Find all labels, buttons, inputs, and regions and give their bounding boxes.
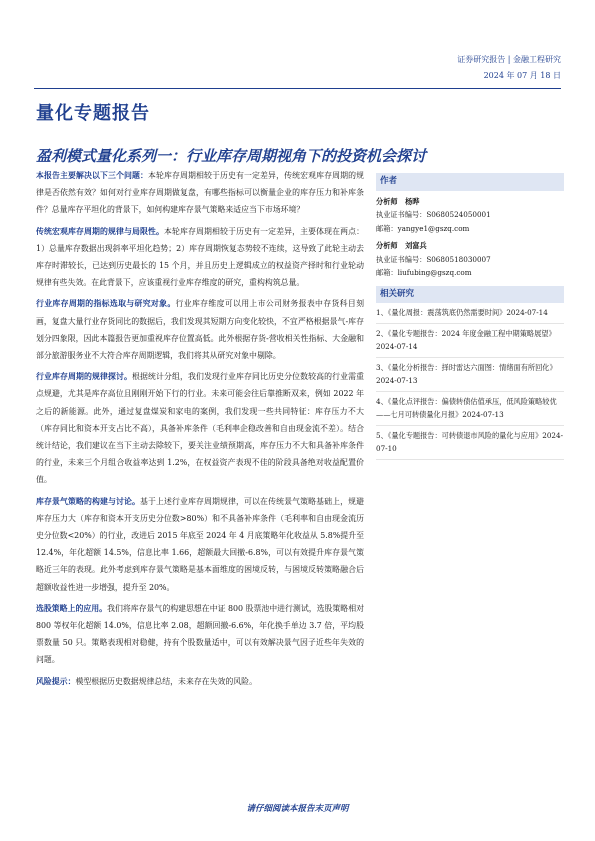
sidebar bbox=[376, 173, 564, 460]
report-header-meta bbox=[457, 52, 561, 84]
related-report-link[interactable]: 2、《量化专题报告：2024 年度金融工程中期策略展望》2024-07-14 bbox=[376, 324, 564, 358]
authors-section-title: 作者 bbox=[376, 173, 564, 191]
paragraph: 行业库存周期的指标选取与研究对象。行业库存维度可以用上市公司财务报表中存货科目刻画，复盘大量行业存货同比的数据后，我们发现其短期方向变化较快，不宜严格根据景气-库存划分四象限，因此本篇报告更加重视库存位置高低。此外根据存货-营收相关性指标、大金融和部分旅游服务业不大符合库存周期逻辑，我们将其从研究对象中剔除。 bbox=[36, 299, 364, 361]
related-report-link[interactable]: 4、《量化点评报告：偏债转债估值承压，低风险策略较优——七月可转债量化月报》2024-07-13 bbox=[376, 392, 564, 426]
analyst-email[interactable]: 邮箱：yangye1@gszq.com bbox=[376, 223, 470, 233]
report-title: 盈利模式量化系列一：行业库存周期视角下的投资机会探讨 bbox=[36, 147, 427, 165]
related-report-link[interactable]: 5、《量化专题报告：可转债退市风险的量化与应用》2024-07-10 bbox=[376, 426, 564, 460]
report-date: 2024 年 07 月 18 日 bbox=[483, 71, 561, 80]
paragraph: 库存景气策略的构建与讨论。基于上述行业库存周期规律，可以在传统景气策略基础上，规避库存压力大（库存和资本开支历史分位数>80%）和不具备补库条件（毛利率和自由现金流历史分位数<20%）的行业，改进后 2015 年底至 2024 年 4 月底策略年化收益从 5.8%提升至 12.4%，年化超额 14.5%，信息比率 1.66，超额最大回撤-6.8%，可以有效提升库存景气策略近三年的表现。此外考虑到库存景气策略是基本面维度的困境反转，与困境反转策略融合后超额收益性进一步增强，提升至 20%。 bbox=[36, 496, 364, 592]
main-body bbox=[36, 167, 364, 694]
analyst-name: 杨晔 bbox=[405, 196, 420, 206]
analyst-cert: 执业证书编号：S0680518030007 bbox=[376, 254, 491, 264]
footer-disclaimer: 请仔细阅读本报告末页声明 bbox=[246, 804, 349, 814]
header-divider bbox=[34, 88, 561, 89]
analyst-email[interactable]: 邮箱：liufubing@gszq.com bbox=[376, 268, 472, 277]
related-report-link[interactable]: 1、《量化周报：震荡筑底仍然需要时间》2024-07-14 bbox=[376, 303, 564, 324]
related-report-link[interactable]: 3、《量化分析报告：择时雷达六面图：情绪面有所回化》2024-07-13 bbox=[376, 358, 564, 392]
doc-type-heading: 量化专题报告 bbox=[36, 103, 150, 124]
analyst-card bbox=[376, 239, 564, 280]
paragraph: 选股策略上的应用。我们将库存景气的构建思想在中证 800 股票池中进行测试，选股策略相对 800 等权年化超额 14.0%，信息比率 2.08，超额回撤-6.6%，年化换手单边 3.7 倍，平均股票数量 50 只。策略表现相对稳健，持有个股数量适中，可以有效解决景气因子近些年失效的问题。 bbox=[36, 603, 364, 665]
report-category: 证券研究报告 | 金融工程研究 bbox=[457, 55, 561, 64]
paragraph: 行业库存周期的规律探讨。根据统计分组，我们发现行业库存同比历史分位数较高的行业需重点规避，尤其是库存高位且刚刚开始下行的行业。未来可能会往后靠推断双来，例如 2022 年之后的新能源。此外，通过复盘煤炭和家电的案例，我们发现一些共同特征：库存压力不大（库存同比和资本开支占比不高），具备补库条件（毛利率企稳改善和自由现金流不差）。结合统计结论，我们建议在当下主动去除较下，要关注业绩预期高，库存压力不大和具备补库条件的行业，未来三个月组合收益率达到 1.2%，在权益资产表现不佳的阶段具备绝对收益配置价值。 bbox=[36, 372, 364, 485]
analyst-card bbox=[376, 195, 564, 236]
analyst-role: 分析师 bbox=[376, 241, 398, 250]
paragraph: 传统宏观库存周期的规律与局限性。本轮库存周期相较于历史有一定差异，主要体现在两点：1）总量库存数据出现斜率平坦化趋势；2）库存周期恢复态势较不连续，这导致了此轮主动去库存时滞较长，已达到历史最长的 15 个月，并且历史上逻辑成立的权益资产择时和行业轮动规律有些失效。在此背景下，应该重视行业库存维度的研究，重构构筑总量。 bbox=[36, 226, 364, 288]
risk-warning: 风险提示：模型根据历史数据规律总结，未来存在失效的风险。 bbox=[36, 676, 257, 686]
paragraph: 本报告主要解决以下三个问题：本轮库存周期相较于历史有一定差异，传统宏观库存周期的规律是否依然有效？如何对行业库存周期做复盘，有哪些指标可以衡量企业的库存压力和补库条件？总量库存平坦化的背景下，如何构建库存景气策略来适应当下市场环境？ bbox=[36, 171, 364, 215]
analyst-cert: 执业证书编号：S0680524050001 bbox=[376, 210, 491, 219]
analyst-role: 分析师 bbox=[376, 196, 398, 206]
analyst-name: 刘富兵 bbox=[405, 241, 427, 250]
related-section-title: 相关研究 bbox=[376, 286, 564, 304]
